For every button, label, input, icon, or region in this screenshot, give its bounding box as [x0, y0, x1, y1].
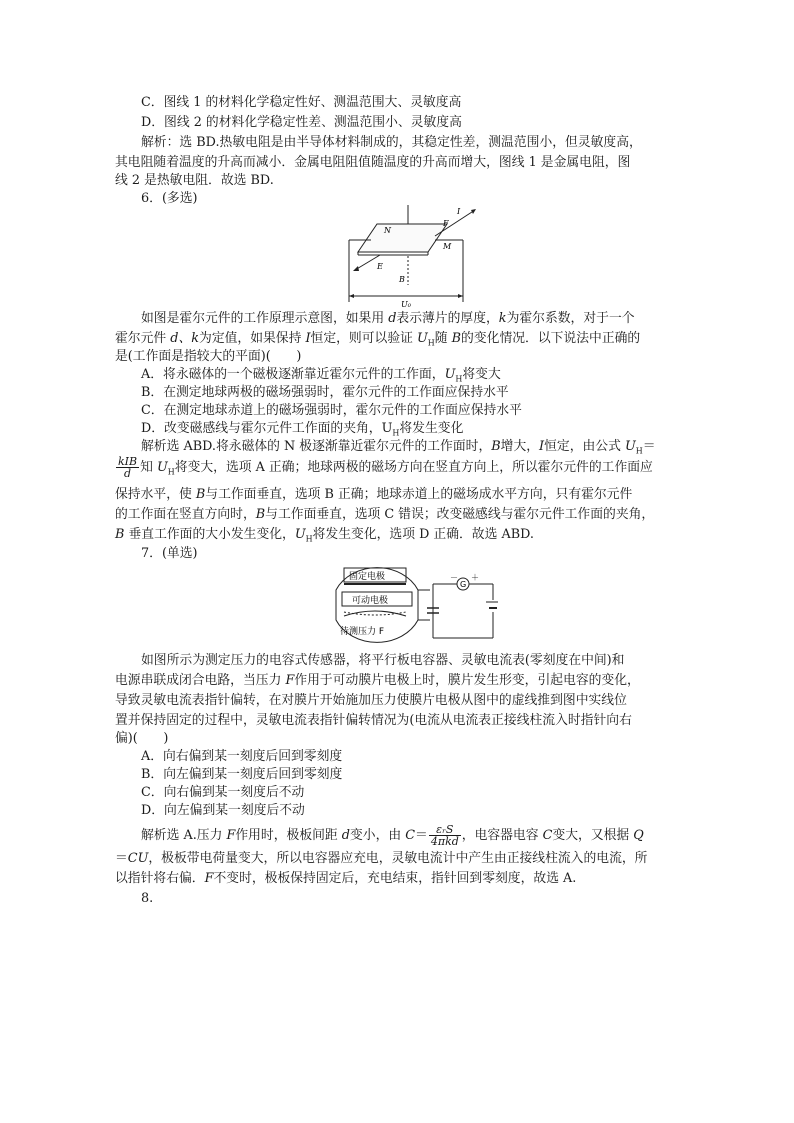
hall-formula-fraction: $\frac{\text{kIB}}{d}$: [118, 455, 138, 480]
hall-element-figure: [335, 200, 485, 308]
label-force: 待测压力 F: [340, 627, 385, 637]
q6-stem-line-3: 是(工作面是指较大的平面)( ): [115, 349, 302, 364]
galvanometer-G: G: [460, 580, 467, 589]
q6-header: 6．(多选): [141, 191, 198, 206]
q5-analysis-line-2: 其电阻随着温度的升高而减小．金属电阻阻值随温度的升高而增大，图线 1 是金属电阻，图: [115, 155, 631, 170]
q7-header: 7．(单选): [141, 546, 198, 561]
label-movable-electrode: 可动电极: [352, 596, 389, 606]
capacitance-formula-fraction: $\frac{\text{εᵣS}}{\text{4πkd}}$: [430, 823, 459, 848]
q6-option-b: B．在测定地球两极的磁场强弱时，霍尔元件的工作面应保持水平: [141, 385, 509, 400]
q7-option-c: C．向右偏到某一刻度后不动: [141, 785, 305, 800]
label-minus: －: [450, 573, 458, 582]
label-I: I: [457, 207, 461, 216]
q6-option-c: C．在测定地球赤道上的磁场强弱时，霍尔元件的工作面应保持水平: [141, 403, 522, 418]
label-B: B: [399, 275, 405, 284]
q7-analysis-line-3: 以指针将右偏．F不变时，极板保持固定后，充电结束，指针回到零刻度，故选 A.: [115, 871, 577, 886]
label-plus: ＋: [471, 573, 479, 582]
q7-stem-line-1: 如图所示为测定压力的电容式传感器，将平行板电容器、灵敏电流表(零刻度在中间)和: [141, 653, 625, 668]
q5-analysis-line-3: 线 2 是热敏电阻．故选 BD.: [115, 173, 274, 188]
q7-stem-line-3: 导致灵敏电流表指针偏转，在对膜片开始施加压力使膜片电极从图中的虚线推到图中实线位: [115, 693, 627, 708]
q6-analysis-line-4: 的工作面在竖直方向时，B与工作面垂直，选项 C 错误；改变磁感线与霍尔元件工作面的夹角，: [115, 507, 655, 522]
label-N: N: [384, 226, 391, 235]
capacitive-sensor-figure: [318, 560, 498, 648]
q6-option-a: A．将永磁体的一个磁极逐渐靠近霍尔元件的工作面，$U_H$将变大: [141, 367, 501, 384]
q7-stem-line-2: 电源串联成闭合电路，当压力 F作用于可动膜片电极上时，膜片发生形变，引起电容的变化，: [115, 673, 640, 688]
q5-analysis-line-1: 解析：选 BD.热敏电阻是由半导体材料制成的，其稳定性差，测温范围小，但灵敏度高，: [141, 135, 642, 150]
label-E: E: [377, 262, 383, 271]
label-U0: U₀: [401, 300, 411, 308]
q7-stem-line-4: 置并保持固定的过程中，灵敏电流表指针偏转情况为(电流从电流表正接线柱流入时指针向右: [115, 713, 632, 728]
q5-option-d: D．图线 2 的材料化学稳定性差、测温范围小、灵敏度高: [141, 115, 462, 130]
q5-option-c: C．图线 1 的材料化学稳定性好、测温范围大、灵敏度高: [141, 95, 462, 110]
q6-stem-line-2: 霍尔元件 d、k为定值，如果保持 I恒定，则可以验证 $U_H$随 B的变化情况．以下说法中正确的: [115, 331, 641, 348]
q7-analysis-line-1: 解析选 A.压力 F作用时，极板间距 d变小，由 C＝ $\frac{\text{εᵣS}}{\text{4πkd}}$ ，电容器电容 C变大，又根据 Q: [141, 823, 644, 848]
q7-option-a: A．向右偏到某一刻度后回到零刻度: [141, 749, 343, 764]
q8-header: 8.: [141, 891, 154, 906]
label-fixed-electrode: 固定电极: [349, 572, 386, 582]
q6-analysis-line-3: 保持水平，使 B与工作面垂直，选项 B 正确；地球赤道上的磁场成水平方向，只有霍尔元件: [115, 487, 633, 502]
label-F: F: [443, 219, 449, 228]
q7-stem-line-5: 偏)( ): [115, 731, 169, 746]
q6-analysis-line-1: 解析选 ABD.将永磁体的 N 极逐渐靠近霍尔元件的工作面时，B增大，I恒定，由公式 $U_H=$: [141, 439, 656, 456]
q6-option-d: D．改变磁感线与霍尔元件工作面的夹角，$U_H$将发生变化: [141, 421, 464, 438]
q6-analysis-line-2: $\frac{\text{kIB}}{d}$ 知 $U_H$将变大，选项 A 正确；地球两极的磁场方向在竖直方向上，所以霍尔元件的工作面应: [118, 455, 653, 480]
q7-option-d: D．向左偏到某一刻度后不动: [141, 803, 305, 818]
q7-option-b: B．向左偏到某一刻度后回到零刻度: [141, 767, 343, 782]
q6-analysis-line-5: B 垂直工作面的大小发生变化，$U_H$将发生变化，选项 D 正确．故选 ABD.: [115, 527, 534, 544]
q7-analysis-line-2: ＝CU，极板带电荷量变大，所以电容器应充电，灵敏电流计中产生由正接线柱流入的电流，所: [115, 851, 648, 866]
q6-stem-line-1: 如图是霍尔元件的工作原理示意图，如果用 d表示薄片的厚度，k为霍尔系数，对于一个: [141, 311, 635, 326]
label-M: M: [443, 242, 452, 251]
